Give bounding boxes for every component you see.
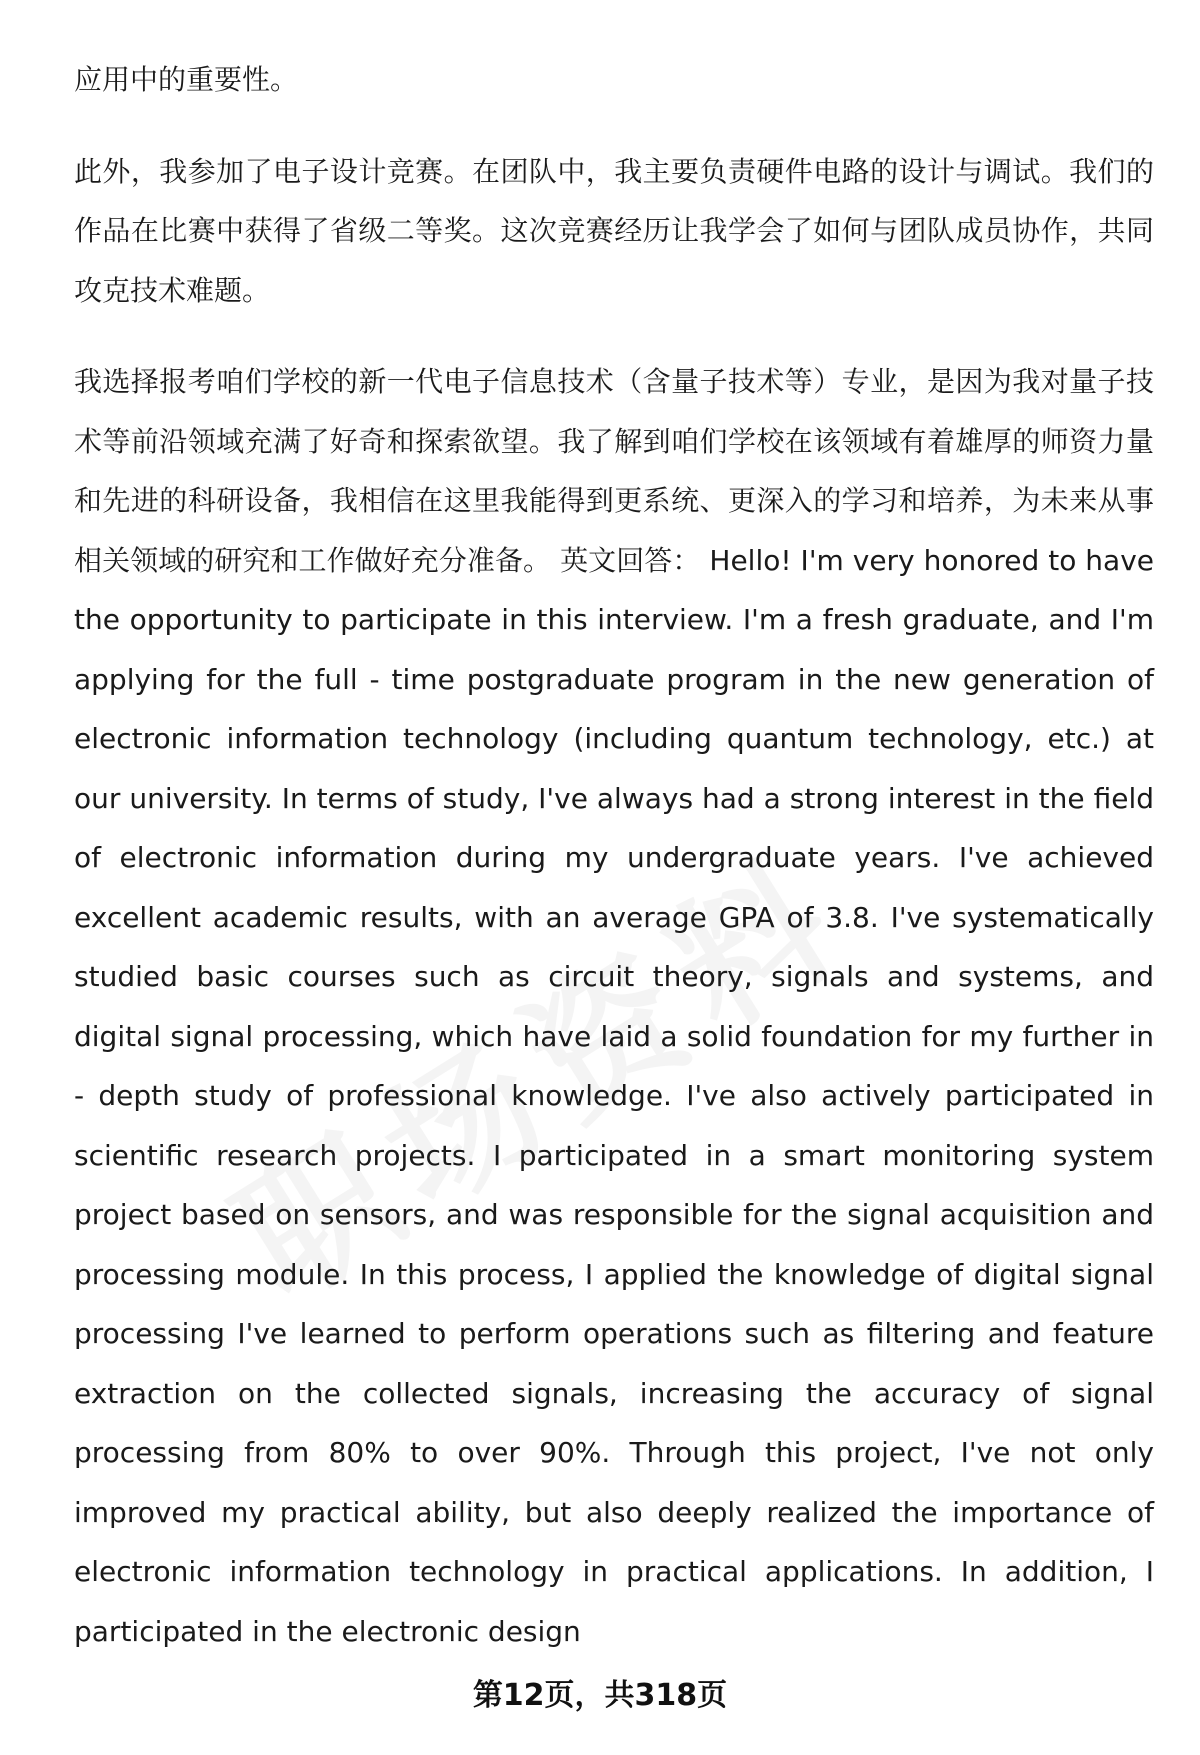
paragraph-1: 应用中的重要性。	[74, 63, 299, 96]
paragraph-3: 我选择报考咱们学校的新一代电子信息技术（含量子技术等）专业，是因为我对量子技术等前沿领域充满了好奇和探索欲望。我了解到咱们学校在该领域有着雄厚的师资力量和先进的科研设备，我相信在这里我能得到更系统、更深入的学习和培养，为未来从事相关领域的研究和工作做好充分准备。 英文回答： Hello! I'm very honored to have the opportunity to participate in this interview. I'm a fresh graduate, and I'm applying for the full - time postgraduate program in the new generation of electronic information technology (including quantum technology, etc.) at our university. In terms of study, I've always had a strong interest in the field of electronic information during my undergraduate years. I've achieved excellent academic results, with an average GPA of 3.8. I've systematically studied basic courses such as circuit theory, signals and systems, and digital signal processing, which have laid a solid foundation for my further in - depth study of professional knowledge. I've also actively participated in scientific research projects. I participated in a smart monitoring system project based on sensors, and was responsible for the signal acquisition and processing module. In this process, I applied the knowledge of digital signal processing I've learned to perform operations such as filtering and feature extraction on the collected signals, increasing the accuracy of signal processing from 80% to over 90%. Through this project, I've not only improved my practical ability, but also deeply realized the importance of electronic information technology in practical applications. In addition, I participated in the electronic design	[74, 365, 1154, 1648]
page-number-footer: 第12页，共318页	[472, 1678, 728, 1713]
paragraph-2: 此外，我参加了电子设计竞赛。在团队中，我主要负责硬件电路的设计与调试。我们的作品在比赛中获得了省级二等奖。这次竞赛经历让我学会了如何与团队成员协作，共同攻克技术难题。	[74, 154, 1154, 307]
document-page	[74, 50, 1154, 1661]
